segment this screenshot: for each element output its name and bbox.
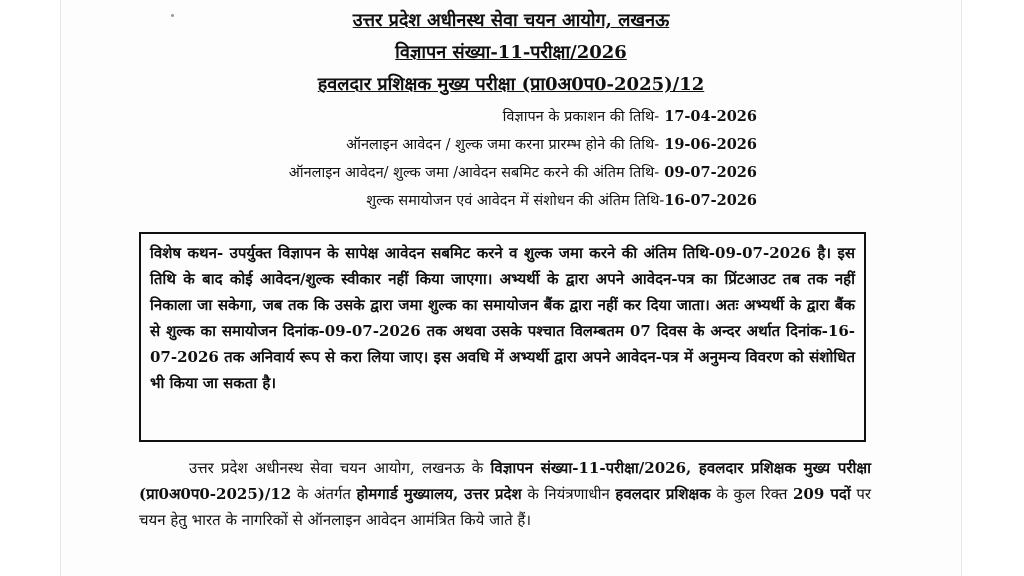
date-row: ऑनलाइन आवेदन / शुल्क जमा करना प्रारम्भ होने की तिथि- 19-06-2026	[346, 136, 757, 153]
date-row: शुल्क समायोजन एवं आवेदन में संशोधन की अंतिम तिथि-16-07-2026	[366, 192, 757, 209]
date-row: ऑनलाइन आवेदन/ शुल्क जमा /आवेदन सबमिट करने की अंतिम तिथि- 09-07-2026	[288, 164, 757, 181]
exam-title: हवलदार प्रशिक्षक मुख्य परीक्षा (प्रा0अ0प0-2025)/12	[317, 74, 705, 95]
date-row: विज्ञापन के प्रकाशन की तिथि- 17-04-2026	[502, 108, 757, 125]
document-page	[60, 0, 962, 576]
important-dates	[289, 103, 757, 215]
special-notice-box: विशेष कथन- उपर्युक्त विज्ञापन के सापेक्ष आवेदन सबमिट करने व शुल्क जमा करने की अंतिम तिथि-09-07-2026 है। इस तिथि के बाद कोई आवेदन/शुल्क स्वीकार नहीं किया जाएगा। अभ्यर्थी के द्वारा अपने आवेदन-पत्र का प्रिंटआउट तब तक नहीं निकाला जा सकेगा, जब तक कि उसके द्वारा जमा शुल्क का समायोजन बैंक द्वारा नहीं कर दिया जाता। अतः अभ्यर्थी के द्वारा बैंक से शुल्क का समायोजन दिनांक-09-07-2026 तक अथवा उसके पश्चात विलम्बतम 07 दिवस के अन्दर अर्थात दिनांक-16-07-2026 तक अनिवार्य रूप से करा लिया जाए। इस अवधि में अभ्यर्थी द्वारा अपने आवेदन-पत्र में अनुमन्य विवरण को संशोधित भी किया जा सकता है।	[139, 232, 866, 442]
body-paragraph: उत्तर प्रदेश अधीनस्थ सेवा चयन आयोग, लखनऊ के विज्ञापन संख्या-11-परीक्षा/2026, हवलदार प्रशिक्षक मुख्य परीक्षा (प्रा0अ0प0-2025)/12 के अंतर्गत होमगार्ड मुख्यालय, उत्तर प्रदेश के नियंत्रणाधीन हवलदार प्रशिक्षक के कुल रिक्त 209 पदों पर चयन हेतु भारत के नागरिकों से ऑनलाइन आवेदन आमंत्रित किये जाते हैं।	[139, 459, 871, 529]
commission-title: उत्तर प्रदेश अधीनस्थ सेवा चयन आयोग, लखनऊ	[352, 10, 670, 31]
advertisement-number: विज्ञापन संख्या-11-परीक्षा/2026	[395, 42, 627, 63]
